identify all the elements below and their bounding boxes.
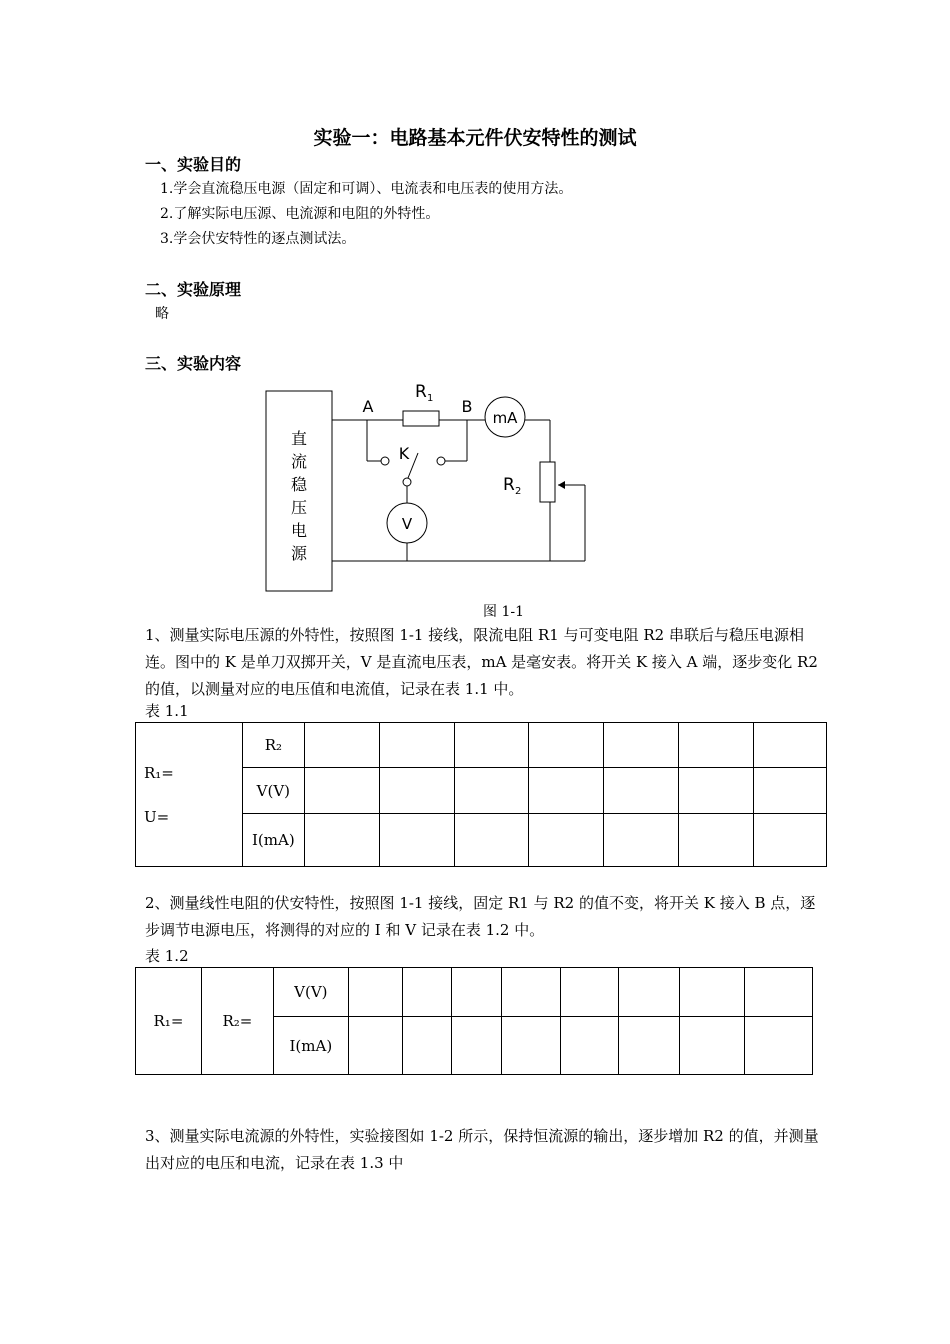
- table1-cell[interactable]: [304, 768, 379, 814]
- table1-cell[interactable]: [454, 723, 529, 768]
- table1-cell[interactable]: [679, 723, 754, 768]
- ammeter-label: mA: [492, 409, 518, 427]
- table1-cell[interactable]: [529, 768, 604, 814]
- table1-cell[interactable]: [454, 814, 529, 867]
- table1-r1-label: R₁=: [144, 763, 174, 782]
- table2-row-label: I(mA): [273, 1017, 348, 1075]
- resistor-r2: [540, 462, 555, 502]
- table1-cell[interactable]: [679, 814, 754, 867]
- table2-cell[interactable]: [501, 1017, 561, 1075]
- table1-cell[interactable]: [379, 723, 454, 768]
- table2-cell[interactable]: [402, 968, 451, 1017]
- section3-heading: 三、实验内容: [145, 354, 242, 373]
- table2-cell[interactable]: [561, 968, 619, 1017]
- table1-u-label: U=: [144, 807, 170, 826]
- source-label-char: 直: [290, 429, 308, 448]
- table1-row-label: R₂: [242, 723, 304, 768]
- switch-label: K: [398, 444, 410, 463]
- table1-cell[interactable]: [304, 723, 379, 768]
- figure-caption: 图 1-1: [483, 604, 524, 620]
- objective-item: 2.了解实际电压源、电流源和电阻的外特性。: [160, 206, 440, 222]
- voltmeter-label: V: [401, 515, 413, 533]
- principle-body: 略: [155, 306, 169, 322]
- r1-label: R: [415, 382, 427, 402]
- node-a-label: A: [362, 397, 374, 416]
- table2-cell[interactable]: [745, 968, 813, 1017]
- table2-r2-label: R₂=: [201, 968, 273, 1075]
- table1-caption: 表 1.1: [145, 702, 189, 720]
- table2-cell[interactable]: [619, 968, 680, 1017]
- table2-cell[interactable]: [348, 968, 402, 1017]
- page-title: 实验一：电路基本元件伏安特性的测试: [313, 127, 637, 149]
- table2-cell[interactable]: [451, 1017, 501, 1075]
- table2-cell[interactable]: [402, 1017, 451, 1075]
- table2-cell[interactable]: [680, 968, 745, 1017]
- table-1-2: [135, 967, 813, 1075]
- source-label-char: 电: [290, 521, 308, 540]
- r2-label: R: [503, 475, 515, 495]
- table2-cell[interactable]: [501, 968, 561, 1017]
- table1-cell[interactable]: [604, 723, 679, 768]
- objective-item: 3.学会伏安特性的逐点测试法。: [160, 231, 356, 247]
- table1-row-label: I(mA): [242, 814, 304, 867]
- table2-cell[interactable]: [745, 1017, 813, 1075]
- table1-cell[interactable]: [754, 814, 827, 867]
- table2-cell[interactable]: [348, 1017, 402, 1075]
- table1-cell[interactable]: [529, 723, 604, 768]
- section1-heading: 一、实验目的: [145, 155, 242, 174]
- switch-k: [408, 453, 418, 478]
- table2-cell[interactable]: [680, 1017, 745, 1075]
- step3-paragraph: 3、测量实际电流源的外特性，实验接图如 1-2 所示，保持恒流源的输出，逐步增加 R2 的值，并测量出对应的电压和电流，记录在表 1.3 中: [145, 1127, 819, 1172]
- table2-cell[interactable]: [619, 1017, 680, 1075]
- r1-subscript: 1: [427, 393, 434, 404]
- source-label-char: 源: [290, 544, 308, 563]
- node-b-label: B: [461, 397, 473, 416]
- table1-cell[interactable]: [304, 814, 379, 867]
- table-1-1: [135, 722, 827, 867]
- source-label-char: 稳: [290, 475, 308, 494]
- section2-heading: 二、实验原理: [145, 280, 242, 299]
- table2-row-label: V(V): [273, 968, 348, 1017]
- table1-cell[interactable]: [679, 768, 754, 814]
- table2-cell[interactable]: [561, 1017, 619, 1075]
- table1-cell[interactable]: [454, 768, 529, 814]
- step2-paragraph: 2、测量线性电阻的伏安特性，按照图 1-1 接线，固定 R1 与 R2 的值不变，将开关 K 接入 B 点，逐步调节电源电压，将测得的对应的 I 和 V 记录在表 1.2 中。: [145, 894, 816, 939]
- table2-r1-label: R₁=: [136, 968, 202, 1075]
- step1-paragraph: 1、测量实际电压源的外特性，按照图 1-1 接线，限流电阻 R1 与可变电阻 R2 串联后与稳压电源相连。图中的 K 是单刀双掷开关，V 是直流电压表，mA 是毫安表。将开关 K 接入 A 端，逐步变化 R2 的值，以测量对应的电压值和电流值，记录在表 1.1 中。: [145, 626, 818, 698]
- table1-param-cell: [136, 723, 243, 867]
- table2-caption: 表 1.2: [145, 947, 189, 965]
- objective-item: 1.学会直流稳压电源（固定和可调）、电流表和电压表的使用方法。: [160, 181, 573, 197]
- resistor-r1: [403, 411, 439, 426]
- r2-subscript: 2: [515, 486, 522, 497]
- table1-cell[interactable]: [604, 814, 679, 867]
- circuit-diagram: [255, 375, 605, 595]
- table1-cell[interactable]: [754, 723, 827, 768]
- table1-cell[interactable]: [604, 768, 679, 814]
- source-label-char: 流: [290, 452, 308, 471]
- table1-row-label: V(V): [242, 768, 304, 814]
- table1-cell[interactable]: [754, 768, 827, 814]
- table1-cell[interactable]: [379, 814, 454, 867]
- table1-cell[interactable]: [379, 768, 454, 814]
- table2-cell[interactable]: [451, 968, 501, 1017]
- table1-cell[interactable]: [529, 814, 604, 867]
- source-label-char: 压: [290, 498, 308, 517]
